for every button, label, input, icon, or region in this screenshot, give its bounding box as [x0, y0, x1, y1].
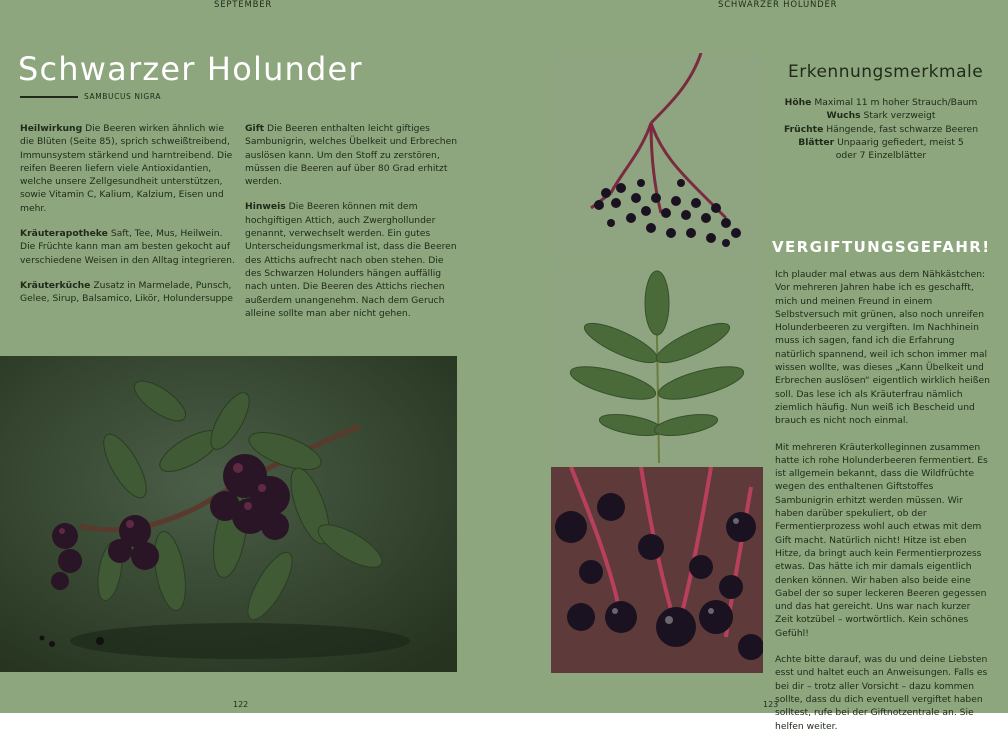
berries-closeup-illustration: [551, 467, 763, 673]
text-kraeuterkueche: Zusatz in Marmelade, Punsch, Gelee, Sirup, Balsamico, Likör, Holundersuppe: [20, 279, 233, 305]
text-column-2: [245, 122, 459, 332]
feature-label-wuchs: Wuchs: [826, 110, 861, 122]
feature-text-wuchs: Stark verzweigt: [860, 110, 936, 122]
feature-label-blaetter: Blätter: [798, 136, 835, 148]
warning-paragraph: Ich plauder mal etwas aus dem Nähkästchen: Vor mehreren Jahren habe ich es geschafft, mich und meinen Freund in einem Selbstversuch mit grünen, also noch unreifen Holunderbeeren zu vergiften. Im Nachhinein muss ich sagen, fand ich die Erfahrung natürlich spannend, weil ich schon immer mal wissen wollte, was dieses „Kann Übelkeit und Erbrechen auslösen“ eigentlich wirklich heißen soll. Das lese ich als Kräuterfrau nämlich ziemlich häufig. Nun weiß ich Bescheid und brauch es nicht noch einmal.: [775, 269, 990, 427]
text-heilwirkung: Die Beeren wirken ähnlich wie die Blüten (Seite 85), sprich schweißtreibend, Immunsystem stärkend und harntreibend. Die reifen Beeren liefern viele Antioxidantien, welche unsere Zellgesundheit unterstützen, sowie Vitamin C, Kalium, Kalzium, Eisen und mehr.: [20, 123, 233, 214]
paragraph-hinweis: [245, 200, 459, 320]
feature-text-blaetter: Unpaarig gefiedert, meist 5 oder 7 Einzelblätter: [834, 136, 964, 162]
latin-name: SAMBUCUS NIGRA: [84, 92, 162, 101]
left-page: [0, 0, 503, 713]
feature-text-hoehe: Maximal 11 m hoher Strauch/Baum: [811, 97, 978, 108]
feature-label-fruechte: Früchte: [783, 123, 824, 135]
running-head-right: SCHWARZER HOLUNDER: [718, 0, 838, 10]
feature-hoehe: [770, 96, 992, 109]
label-heilwirkung: Heilwirkung: [20, 123, 83, 134]
warning-title: VERGIFTUNGSGEFAHR!: [772, 238, 991, 256]
leaf-photo: [551, 263, 763, 463]
feature-wuchs: [770, 109, 992, 122]
features-list: [770, 96, 992, 162]
paragraph-gift: [245, 122, 459, 188]
warning-paragraph: Mit mehreren Kräuterkolleginnen zusammen hatte ich rohe Holunderbeeren fermentiert. Es ist allgemein bekannt, dass die Wildfrüchte wegen des enthaltenen Giftstoffes Sambunigrin erhitzt werden müssen. Wir haben darüber spekuliert, ob der Fermentierprozess wohl auch etwas mit dem Gift macht. Natürlich nicht! Hitze ist eben Hitze, da bringt auch kein Fermentierprozess etwas. Das hätte ich mir damals eigentlich denken können. Wir haben also beide eine Gabel der so super leckeren Beeren gegessen und das hat gereicht. Uns war nach kurzer Zeit kotzübel – wortwörtlich. Kein schönes Gefühl!: [775, 441, 988, 639]
running-head-left: SEPTEMBER: [214, 0, 273, 10]
text-gift: Die Beeren enthalten leicht giftiges Sambunigrin, welches Übelkeit und Erbrechen auslösen kann. Um den Stoff zu zerstören, müssen die Beeren auf über 80 Grad erhitzt werden.: [245, 123, 458, 188]
page-title: Schwarzer Holunder: [18, 50, 363, 88]
text-column-1: [20, 122, 238, 318]
warning-paragraph: Achte bitte darauf, was du und deine Liebsten esst und haltet euch an Anweisungen. Falls es bei dir – trotz aller Vorsicht – dazu kommen sollte, dass du dich eventuell vergiftet haben solltest, rufe bei der Giftnotzentrale an. Sie helfen weiter.: [775, 654, 988, 732]
label-kraeuterkueche: Kräuterküche: [20, 279, 91, 291]
features-title: Erkennungsmerkmale: [788, 62, 984, 82]
elderberry-branch-illustration: [0, 356, 457, 672]
label-kraeuterapotheke: Kräuterapotheke: [20, 228, 108, 240]
page-number-right: 123: [763, 700, 779, 709]
feature-label-hoehe: Höhe: [784, 97, 812, 108]
paragraph-kraeuterkueche: [20, 279, 238, 306]
text-hinweis: Die Beeren können mit dem hochgiftigen Attich, auch Zwerghollunder genannt, verwechselt werden. Ein gutes Unterscheidungsmerkmal ist, dass die Beeren des Attichs aufrecht nach oben stehen. Die des Schwarzen Holunders hängen auffällig nach unten. Die Beeren des Attichs riechen außerdem unangenehm. Nach dem Geruch alleine sollte man aber nicht gehen.: [245, 201, 457, 319]
warning-text: [775, 268, 990, 746]
berry-cluster-illustration: [551, 53, 763, 259]
berries-closeup-photo: [551, 467, 763, 673]
feature-blaetter: [770, 136, 992, 163]
feature-fruechte: [770, 123, 992, 136]
paragraph-kraeuterapotheke: [20, 227, 238, 267]
pinnate-leaf-illustration: [551, 263, 763, 463]
page-number-left: 122: [233, 700, 249, 709]
paragraph-heilwirkung: [20, 122, 238, 215]
label-hinweis: Hinweis: [245, 201, 286, 213]
text-kraeuterapotheke: Saft, Tee, Mus, Heilwein. Die Früchte kann man am besten gekocht auf verschiedene Weisen in den Alltag integrieren.: [20, 228, 235, 266]
feature-text-fruechte: Hängende, fast schwarze Beeren: [823, 123, 979, 135]
title-rule: [20, 96, 78, 98]
label-gift: Gift: [245, 123, 265, 134]
berry-cluster-photo: [551, 53, 763, 259]
elderberry-branch-photo: [0, 356, 457, 672]
